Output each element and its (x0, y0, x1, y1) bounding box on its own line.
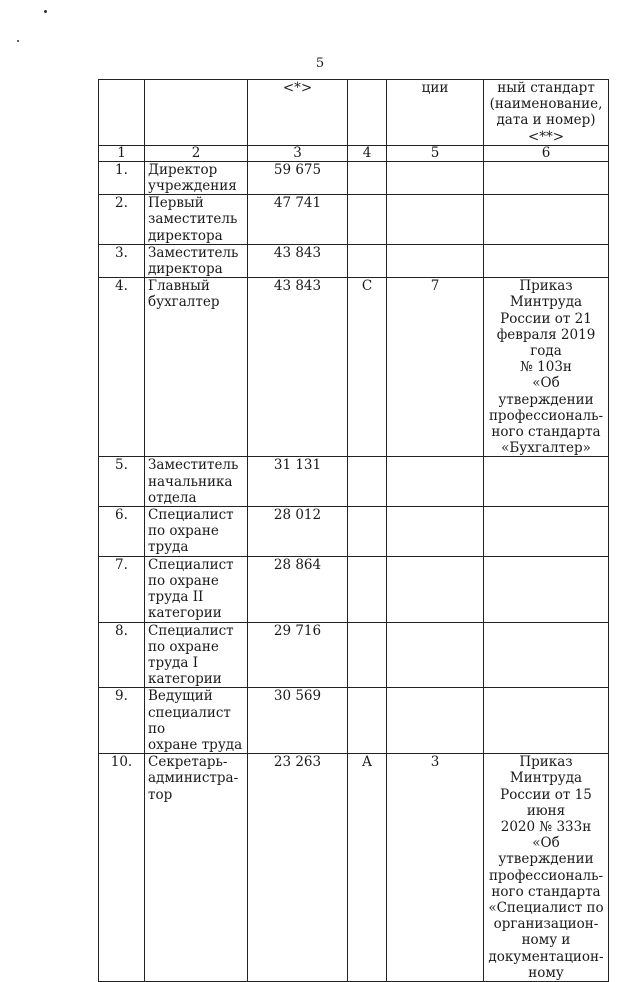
scan-speck (44, 10, 47, 13)
qualification-value (387, 507, 484, 557)
level-value (348, 688, 387, 754)
row-number: 1. (99, 161, 145, 194)
salary-value: 43 843 (248, 278, 348, 457)
qualification-value: 3 (387, 754, 484, 982)
level-value (348, 507, 387, 557)
salary-value: 59 675 (248, 161, 348, 194)
row-number: 4. (99, 278, 145, 457)
qualification-value (387, 688, 484, 754)
level-value (348, 457, 387, 507)
page-number: 5 (315, 56, 325, 71)
standard-text (484, 556, 609, 622)
standard-text: Приказ Минтруда России от 15 июня 2020 № 333н «Об утверждении профессиональ- ного стандарта «Специалист по организацион- ному и документацион- ному (484, 754, 609, 982)
level-value: А (348, 754, 387, 982)
qualification-value: 7 (387, 278, 484, 457)
level-value (348, 622, 387, 688)
column-number: 1 (99, 145, 145, 161)
row-number: 6. (99, 507, 145, 557)
salary-value: 30 569 (248, 688, 348, 754)
standard-text (484, 195, 609, 245)
qualification-value (387, 622, 484, 688)
row-number: 10. (99, 754, 145, 982)
table-row (99, 457, 609, 507)
salary-value: 28 864 (248, 556, 348, 622)
scan-speck (17, 40, 19, 42)
position-title: Секретарь- администра- тор (145, 754, 248, 982)
column-number: 5 (387, 145, 484, 161)
position-title: Специалист по охране труда II категории (145, 556, 248, 622)
standard-text (484, 622, 609, 688)
standard-text (484, 161, 609, 194)
level-value (348, 161, 387, 194)
salary-value: 47 741 (248, 195, 348, 245)
table-row (99, 161, 609, 194)
column-number-row (99, 145, 609, 161)
qualification-value (387, 244, 484, 277)
salary-value: 31 131 (248, 457, 348, 507)
table-row (99, 507, 609, 557)
table-row (99, 754, 609, 982)
qualification-value (387, 556, 484, 622)
salary-value: 29 716 (248, 622, 348, 688)
qualification-value (387, 457, 484, 507)
column-number: 3 (248, 145, 348, 161)
column-number: 4 (348, 145, 387, 161)
level-value (348, 556, 387, 622)
position-title: Ведущий специалист по охране труда (145, 688, 248, 754)
table-row (99, 244, 609, 277)
header-cell-salary: <*> (248, 80, 348, 146)
standard-text (484, 507, 609, 557)
header-cell-level (348, 80, 387, 146)
row-number: 3. (99, 244, 145, 277)
standard-text (484, 457, 609, 507)
row-number: 7. (99, 556, 145, 622)
row-number: 5. (99, 457, 145, 507)
level-value (348, 195, 387, 245)
standard-text (484, 688, 609, 754)
salary-value: 23 263 (248, 754, 348, 982)
salary-value: 43 843 (248, 244, 348, 277)
standard-text (484, 244, 609, 277)
position-title: Директор учреждения (145, 161, 248, 194)
table-row (99, 195, 609, 245)
qualification-value (387, 161, 484, 194)
qualification-value (387, 195, 484, 245)
staff-positions-table (98, 79, 609, 982)
header-cell-position (145, 80, 248, 146)
header-cell-qualification: ции (387, 80, 484, 146)
table-row (99, 688, 609, 754)
table-header-row (99, 80, 609, 146)
header-cell-standard: ный стандарт (наименование, дата и номер) <**> (484, 80, 609, 146)
standard-text: Приказ Минтруда России от 21 февраля 2019 года № 103н «Об утверждении профессиональ- ного стандарта «Бухгалтер» (484, 278, 609, 457)
position-title: Специалист по охране труда I категории (145, 622, 248, 688)
column-number: 2 (145, 145, 248, 161)
row-number: 2. (99, 195, 145, 245)
table-row (99, 622, 609, 688)
position-title: Заместитель начальника отдела (145, 457, 248, 507)
position-title: Главный бухгалтер (145, 278, 248, 457)
table-row (99, 556, 609, 622)
position-title: Специалист по охране труда (145, 507, 248, 557)
position-title: Первый заместитель директора (145, 195, 248, 245)
row-number: 8. (99, 622, 145, 688)
row-number: 9. (99, 688, 145, 754)
column-number: 6 (484, 145, 609, 161)
table-row (99, 278, 609, 457)
position-title: Заместитель директора (145, 244, 248, 277)
level-value (348, 244, 387, 277)
level-value: С (348, 278, 387, 457)
header-cell-number (99, 80, 145, 146)
salary-value: 28 012 (248, 507, 348, 557)
